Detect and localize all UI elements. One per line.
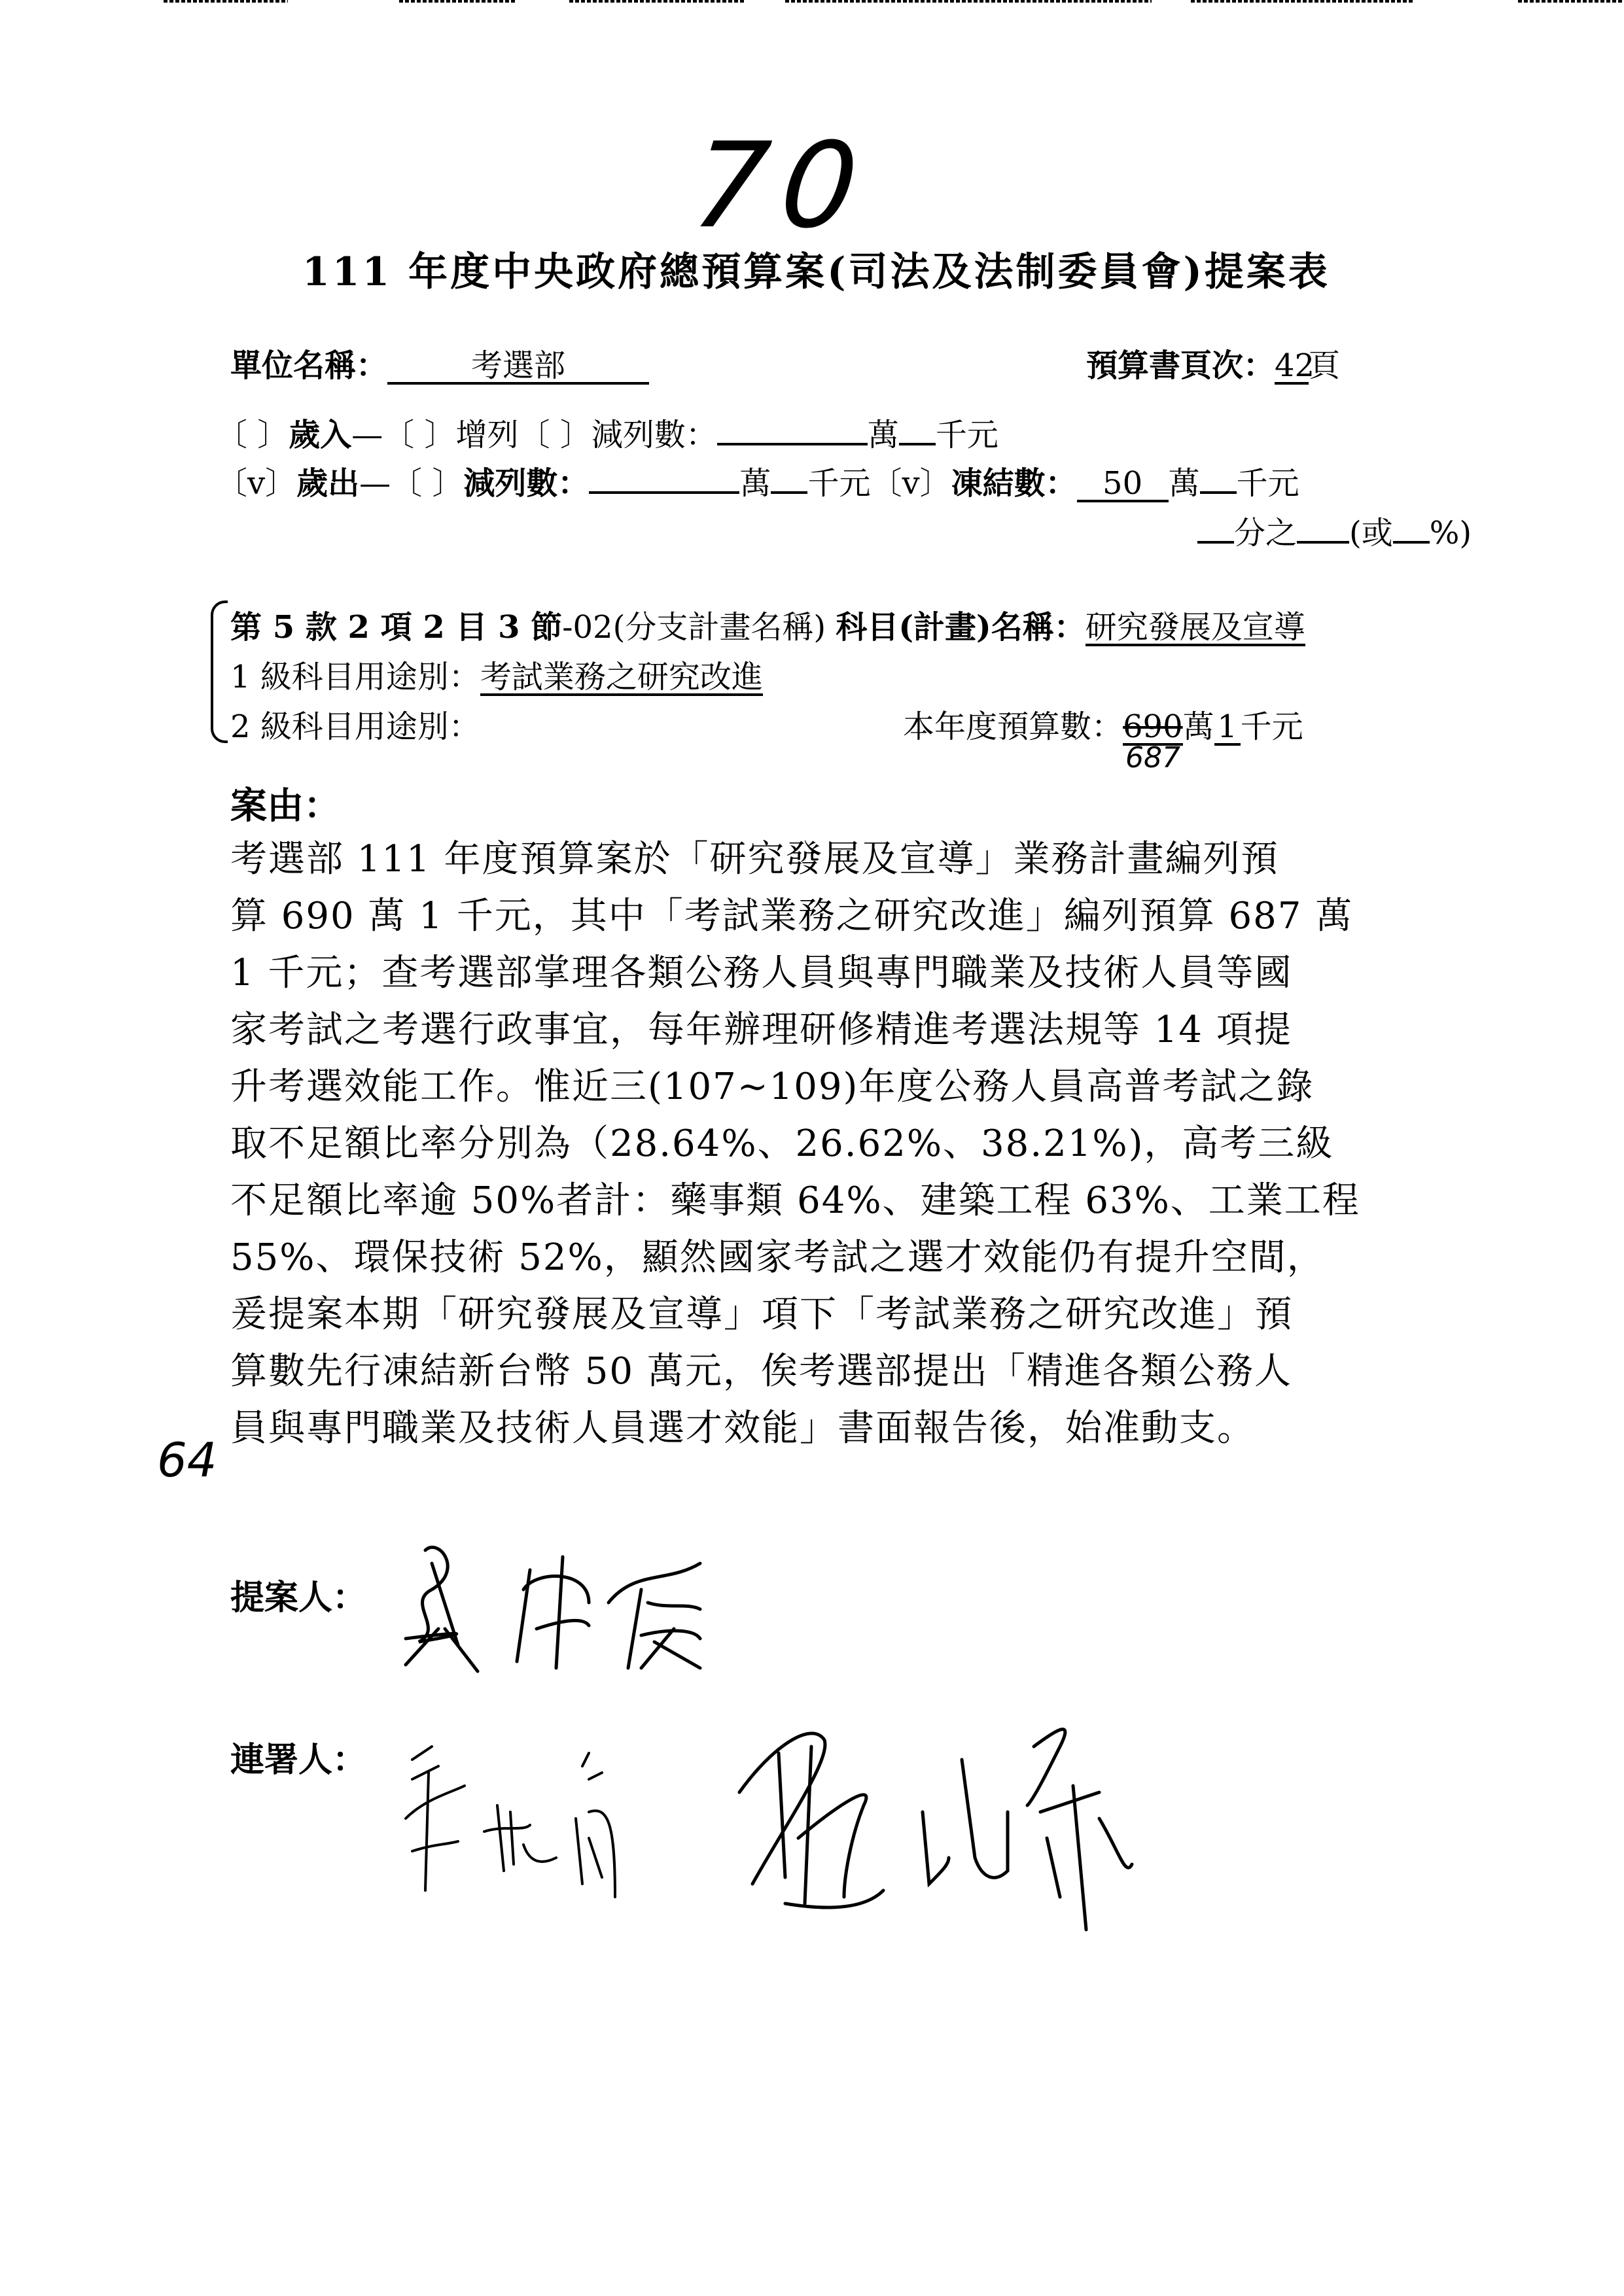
expenditure-dash: — (359, 465, 391, 502)
unit-label: 單位名稱： (230, 347, 388, 384)
reason-line: 員與專門職業及技術人員選才效能」書面報告後，始准動支。 (230, 1407, 1255, 1450)
handwritten-margin-number: 64 (157, 1433, 217, 1487)
unit-name-row (230, 340, 649, 385)
freeze-qian-blank[interactable] (1200, 460, 1237, 494)
freeze-wan-unit: 萬 (1168, 465, 1200, 502)
revenue-decrease-checkbox[interactable]: 〔 〕 (518, 417, 591, 453)
revenue-increase-checkbox[interactable]: 〔 〕 (383, 417, 456, 453)
reason-line: 不足額比率逾 50%者計：藥事類 64%、建築工程 63%、工業工程 (230, 1179, 1360, 1222)
subject-name-label: 科目(計畫)名稱： (836, 609, 1086, 646)
cosigner-signature-2 (733, 1707, 1230, 1945)
reason-line: 算 690 萬 1 千元，其中「考試業務之研究改進」編列預算 687 萬 (230, 895, 1354, 937)
annual-budget-wan-unit: 萬 (1182, 708, 1214, 745)
percent-label: %) (1429, 515, 1472, 551)
fraction-of-label: 分之 (1234, 515, 1297, 551)
expenditure-decrease-checkbox[interactable]: 〔 〕 (391, 465, 464, 502)
scan-edge-marks (0, 0, 1624, 4)
expenditure-checkbox[interactable]: 〔v〕 (216, 465, 297, 502)
expenditure-label: 歲出 (296, 465, 360, 502)
annual-budget-qian-unit: 千元 (1240, 708, 1303, 745)
revenue-decrease-label: 減列數： (591, 417, 717, 453)
proposer-signature (393, 1531, 759, 1677)
reason-line: 55%、環保技術 52%，顯然國家考試之選才效能仍有提升空間， (230, 1236, 1325, 1279)
document-title: 111 年度中央政府總預算案(司法及法制委員會)提案表 (302, 249, 1330, 295)
reason-line: 考選部 111 年度預算案於「研究發展及宣導」業務計畫編列預 (230, 838, 1279, 880)
proposer-signature-strokes (393, 1531, 759, 1675)
level2-label: 2 級科目用途別： (230, 708, 480, 745)
annual-budget-row (903, 701, 1303, 774)
annual-budget-qian-value: 1 (1214, 710, 1241, 746)
reason-line: 升考選效能工作。惟近三(107~109)年度公務人員高普考試之錄 (230, 1066, 1315, 1108)
revenue-label: 歲入 (289, 417, 352, 453)
reason-heading: 案由： (230, 784, 340, 827)
budget-page-suffix: 頁 (1309, 347, 1341, 384)
cosigner-signature-1-strokes (393, 1727, 707, 1897)
annual-budget-wan-original: 690 (1123, 708, 1183, 745)
percent-blank[interactable] (1393, 510, 1430, 544)
annual-budget-wan-corrected: 687 (1125, 741, 1180, 774)
revenue-dash: — (351, 417, 383, 453)
expenditure-decrease-label: 減列數： (463, 465, 590, 502)
proposer-label: 提案人： (230, 1578, 367, 1618)
revenue-qian-unit: 千元 (935, 417, 998, 453)
freeze-checkbox[interactable]: 〔v〕 (870, 465, 951, 502)
expenditure-wan-unit: 萬 (739, 465, 771, 502)
budget-page-row (1086, 340, 1340, 385)
fraction-denominator-blank[interactable] (1197, 510, 1234, 544)
reason-body (230, 831, 1428, 1457)
reason-line: 1 千元；查考選部掌理各類公務人員與專門職業及技術人員等國 (230, 952, 1293, 994)
revenue-wan-blank[interactable] (717, 411, 868, 445)
fraction-row (1197, 508, 1472, 553)
reason-line: 家考試之考選行政事宜，每年辦理研修精進考選法規等 14 項提 (230, 1009, 1292, 1051)
subject-name-value: 研究發展及宣導 (1085, 609, 1305, 646)
fraction-numerator-blank[interactable] (1297, 510, 1349, 544)
revenue-wan-unit: 萬 (867, 417, 899, 453)
cosigner-signature-1 (393, 1727, 707, 1900)
annual-budget-label: 本年度預算數： (903, 708, 1123, 745)
revenue-increase-label: 增列 (455, 417, 519, 453)
subject-section-prefix: 第 5 款 2 項 2 目 3 節 (230, 609, 563, 646)
subject-line-1 (230, 602, 1305, 647)
subject-branch-code: -02(分支計畫名稱) (562, 609, 826, 646)
level1-label: 1 級科目用途別： (230, 659, 480, 695)
expenditure-qian-blank[interactable] (771, 460, 807, 494)
subject-bracket (211, 600, 228, 743)
subject-level1-row (230, 652, 763, 697)
unit-value: 考選部 (387, 349, 649, 385)
expenditure-row (216, 458, 1299, 503)
cosigners-label: 連署人： (230, 1740, 367, 1780)
budget-page-value: 42 (1275, 347, 1315, 384)
subject-level2-row (230, 701, 480, 746)
handwritten-page-number: 70 (686, 118, 877, 254)
or-label: (或 (1349, 515, 1393, 551)
freeze-label: 凍結數： (951, 465, 1077, 502)
reason-line: 取不足額比率分別為（28.64%、26.62%、38.21%)，高考三級 (230, 1122, 1334, 1165)
freeze-value: 50 (1077, 467, 1169, 502)
expenditure-wan-blank[interactable] (589, 460, 739, 494)
expenditure-qian-unit: 千元 (807, 465, 871, 502)
level1-value: 考試業務之研究改進 (480, 659, 763, 695)
revenue-row (216, 409, 998, 455)
budget-page-label: 預算書頁次： (1086, 347, 1275, 384)
revenue-qian-blank[interactable] (899, 411, 936, 445)
revenue-checkbox[interactable]: 〔 〕 (216, 417, 289, 453)
reason-line: 爰提案本期「研究發展及宣導」項下「考試業務之研究改進」預 (230, 1293, 1293, 1336)
cosigner-signature-2-strokes (733, 1707, 1230, 1943)
freeze-qian-unit: 千元 (1236, 465, 1299, 502)
reason-line: 算數先行凍結新台幣 50 萬元，俟考選部提出「精進各類公務人 (230, 1350, 1292, 1393)
